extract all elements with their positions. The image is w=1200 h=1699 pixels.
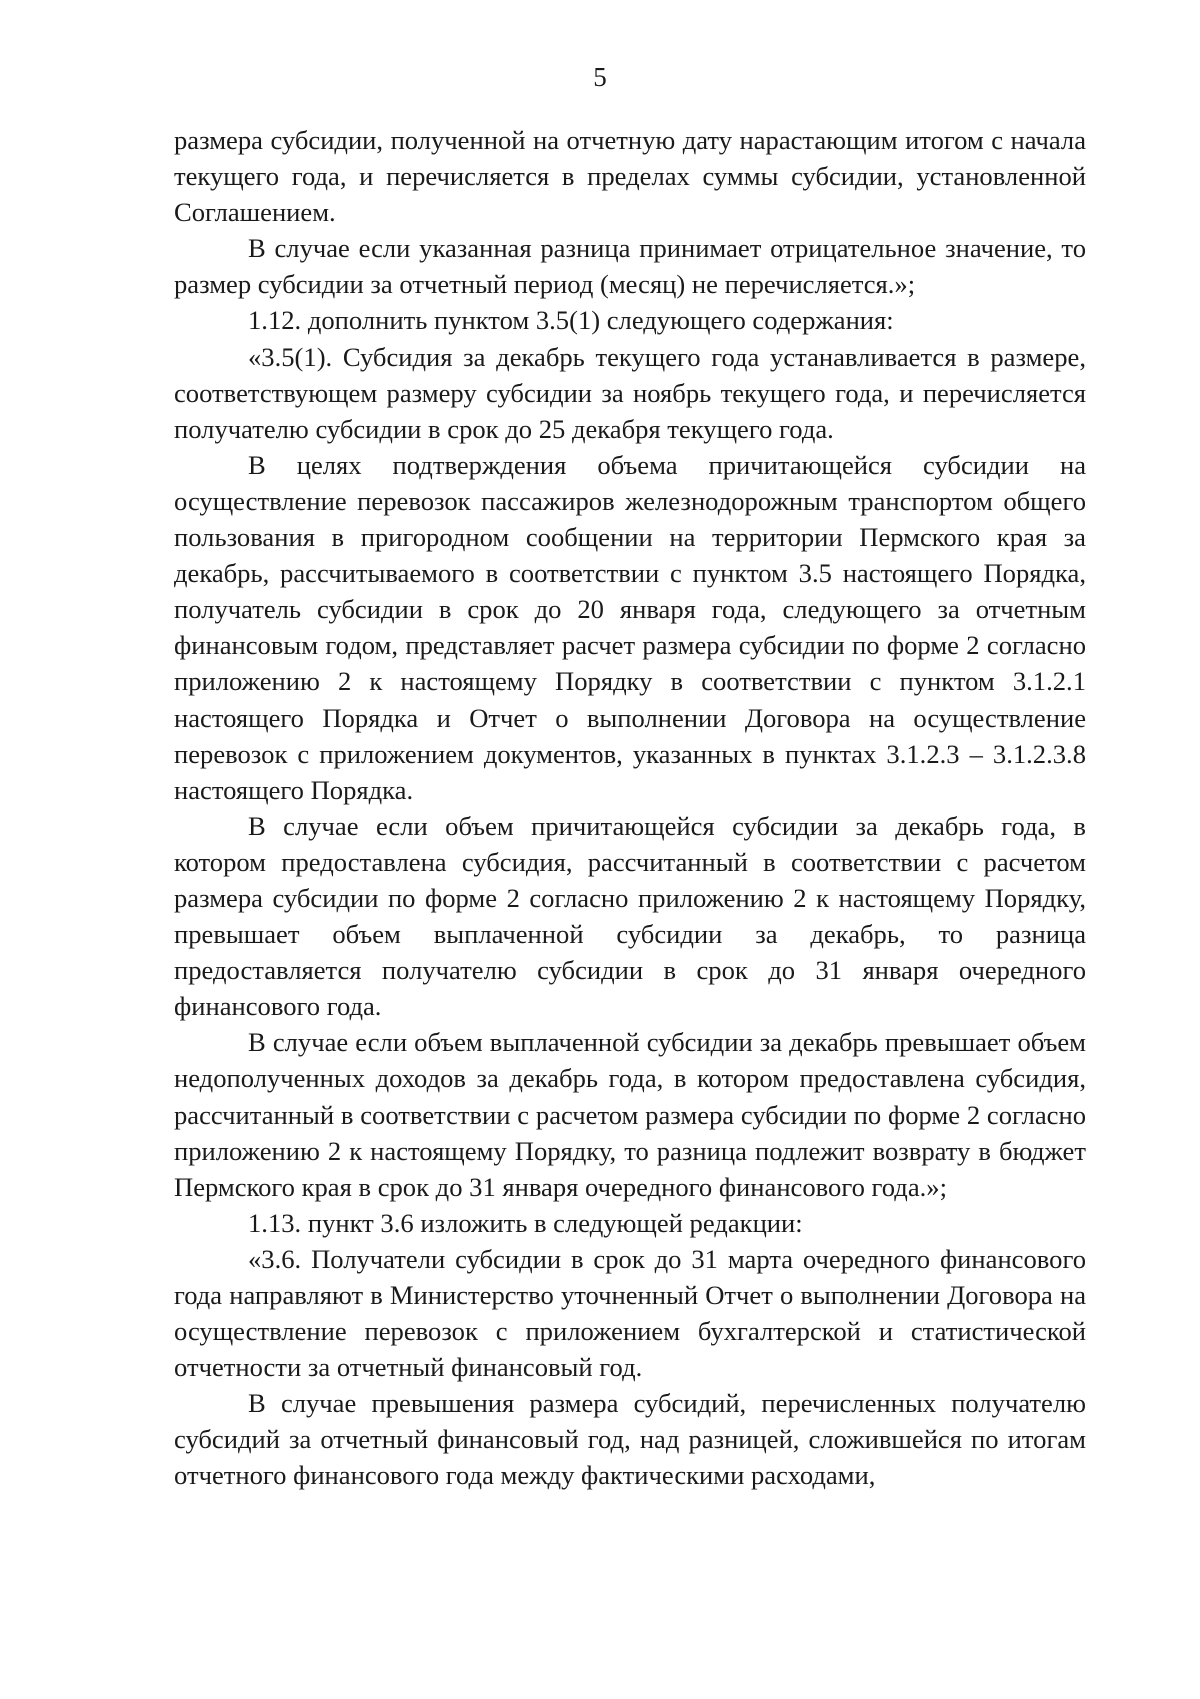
paragraph-amendment-1-12: 1.12. дополнить пунктом 3.5(1) следующего содержания: <box>248 305 894 336</box>
paragraph-december-excess-due: В случае если объем причитающейся субсидии за декабрь года, в котором предоставлена субсидия, рассчитанный в соответствии с расчетом размера субсидии по форме 2 согласно приложению 2 к настоящему Порядку, превышает объем выплаченной субсидии за декабрь, то разница предоставляется получателю субсидии в срок до 31 января очередного финансового года. <box>174 810 1086 1022</box>
paragraph-clause-3-6: «3.6. Получатели субсидии в срок до 31 марта очередного финансового года направляют в Министерство уточненный Отчет о выполнении Договора на осуществление перевозок с приложением бухгалтерской и статистической отчетности за отчетный финансовый год. <box>174 1243 1086 1383</box>
paragraph-december-confirmation: В целях подтверждения объема причитающейся субсидии на осуществление перевозок пассажиров железнодорожным транспортом общего пользования в пригородном сообщении на территории Пермского края за декабрь, рассчитываемого в соответствии с пунктом 3.5 настоящего Порядка, получатель субсидии в срок до 20 января года, следующего за отчетным финансовым годом, представляет расчет размера субсидии по форме 2 согласно приложению 2 к настоящему Порядку в соответствии с пунктом 3.1.2.1 настоящего Порядка и Отчет о выполнении Договора на осуществление перевозок с приложением документов, указанных в пунктах 3.1.2.3 – 3.1.2.3.8 настоящего Порядка. <box>174 449 1086 805</box>
paragraph-negative-difference: В случае если указанная разница принимает отрицательное значение, то размер субсидии за отчетный период (месяц) не перечисляется.»; <box>174 233 1086 300</box>
page-number: 5 <box>593 62 607 92</box>
paragraph-amendment-1-13: 1.13. пункт 3.6 изложить в следующей редакции: <box>248 1207 803 1238</box>
paragraph-continuation: размера субсидии, полученной на отчетную дату нарастающим итогом с начала текущего года, и перечисляется в пределах суммы субсидии, установленной Соглашением. <box>174 125 1086 228</box>
document-body <box>174 122 1086 1494</box>
paragraph-clause-3-5-1: «3.5(1). Субсидия за декабрь текущего года устанавливается в размере, соответствующем размеру субсидии за ноябрь текущего года, и перечисляется получателю субсидии в срок до 25 декабря текущего года. <box>174 341 1086 444</box>
paragraph-subsidy-excess: В случае превышения размера субсидий, перечисленных получателю субсидий за отчетный финансовый год, над разницей, сложившейся по итогам отчетного финансового года между фактическими расходами, <box>174 1388 1086 1491</box>
paragraph-december-overpayment: В случае если объем выплаченной субсидии за декабрь превышает объем недополученных доходов за декабрь года, в котором предоставлена субсидия, рассчитанный в соответствии с расчетом размера субсидии по форме 2 согласно приложению 2 к настоящему Порядку, то разница подлежит возврату в бюджет Пермского края в срок до 31 января очередного финансового года.»; <box>174 1027 1086 1202</box>
